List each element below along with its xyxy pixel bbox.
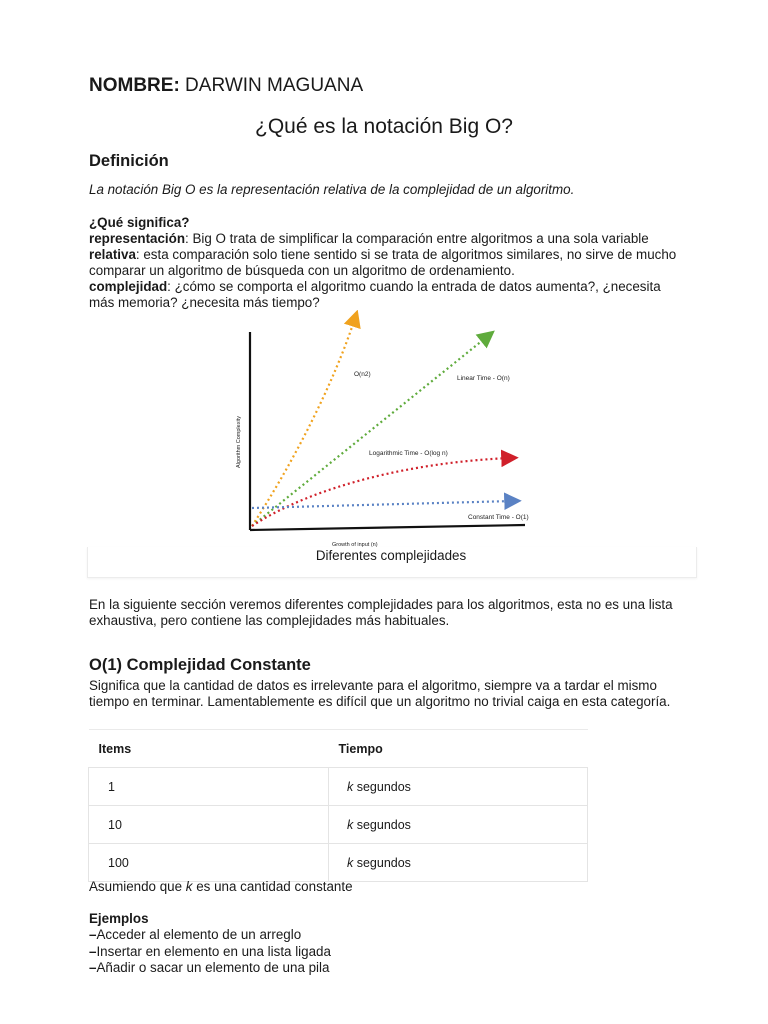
list-item-text: Acceder al elemento de un arreglo: [96, 927, 302, 942]
time-unit: segundos: [353, 855, 411, 870]
list-dash: –: [89, 960, 97, 975]
x-axis: [250, 525, 525, 530]
meaning-block: [89, 215, 689, 311]
table-row: [89, 844, 588, 882]
label-n2: O(n2): [354, 371, 371, 378]
definition-heading: Definición: [89, 152, 169, 170]
assume-post: es una cantidad constante: [192, 879, 353, 894]
table-row: [89, 806, 588, 844]
time-unit: segundos: [353, 779, 411, 794]
time-unit: segundos: [353, 817, 411, 832]
k-symbol: k: [347, 855, 354, 870]
series-line-linear: [252, 336, 488, 526]
label-linear: Linear Time - O(n): [457, 375, 510, 382]
desc-representacion: : Big O trata de simplificar la comparación entre algoritmos a una sola variable: [185, 231, 649, 246]
header-tiempo: Tiempo: [329, 730, 588, 768]
examples-list: [89, 927, 331, 977]
author-line: [89, 75, 363, 97]
assumption-note: [89, 879, 353, 894]
cell-items: 100: [89, 844, 329, 882]
list-dash: –: [89, 927, 97, 942]
term-representacion: representación: [89, 231, 186, 246]
x-axis-label: Growth of input (n): [332, 542, 378, 548]
cell-time: [329, 806, 588, 844]
intro-next-paragraph: En la siguiente sección veremos diferentes complejidades para los algoritmos, esta no es una lista exhaustiva, pero contiene las complejidades más habituales.: [89, 597, 673, 628]
assume-k: k: [185, 879, 193, 894]
table-row: [89, 768, 588, 806]
definition-text: La notación Big O es la representación relativa de la complejidad de un algoritmo.: [89, 182, 575, 197]
cell-time: [329, 768, 588, 806]
term-complejidad: complejidad: [89, 279, 168, 294]
k-symbol: k: [347, 779, 354, 794]
label-constant: Constant Time - O(1): [468, 514, 529, 521]
author-name: DARWIN MAGUANA: [179, 75, 364, 96]
meaning-heading: ¿Qué significa?: [89, 215, 190, 230]
cell-items: 1: [89, 768, 329, 806]
list-dash: –: [89, 943, 97, 959]
figure-caption: Diferentes complejidades: [315, 548, 467, 563]
list-item-text: Añadir o sacar un elemento de una pila: [96, 960, 330, 975]
list-item: [89, 927, 331, 944]
y-axis-label: Algorithm Complexity: [236, 416, 242, 468]
label-log: Logarithmic Time - O(log n): [369, 450, 448, 457]
k-symbol: k: [347, 817, 354, 832]
series-line-n2: [252, 318, 355, 526]
page-title: ¿Qué es la notación Big O?: [255, 115, 513, 138]
header-items: Items: [89, 730, 329, 768]
cell-time: [329, 844, 588, 882]
name-label: NOMBRE:: [89, 75, 180, 96]
o1-table: [88, 729, 588, 882]
assume-pre: Asumiendo que: [89, 879, 186, 894]
series-line-constant: [252, 501, 513, 508]
list-item: [89, 944, 331, 961]
cell-items: 10: [89, 806, 329, 844]
complexity-chart: [225, 310, 535, 550]
term-relativa: relativa: [89, 247, 136, 262]
list-item-text: Insertar en elemento en una lista ligada: [96, 943, 331, 959]
examples-heading: Ejemplos: [89, 911, 149, 926]
o1-heading: O(1) Complejidad Constante: [89, 656, 311, 674]
desc-complejidad: : ¿cómo se comporta el algoritmo cuando la entrada de datos aumenta?, ¿necesita más memoria? ¿necesita más tiempo?: [89, 279, 661, 310]
table-header-row: [89, 730, 588, 768]
list-item: [89, 960, 331, 977]
o1-description: Significa que la cantidad de datos es irrelevante para el algoritmo, siempre va a tardar el mismo tiempo en terminar. Lamentablemente es difícil que un algoritmo no trivial caiga en esta categoría.: [89, 678, 671, 709]
desc-relativa: : esta comparación solo tiene sentido si se trata de algoritmos similares, no sirve de mucho comparar un algoritmo de búsqueda con un algoritmo de ordenamiento.: [89, 247, 677, 278]
